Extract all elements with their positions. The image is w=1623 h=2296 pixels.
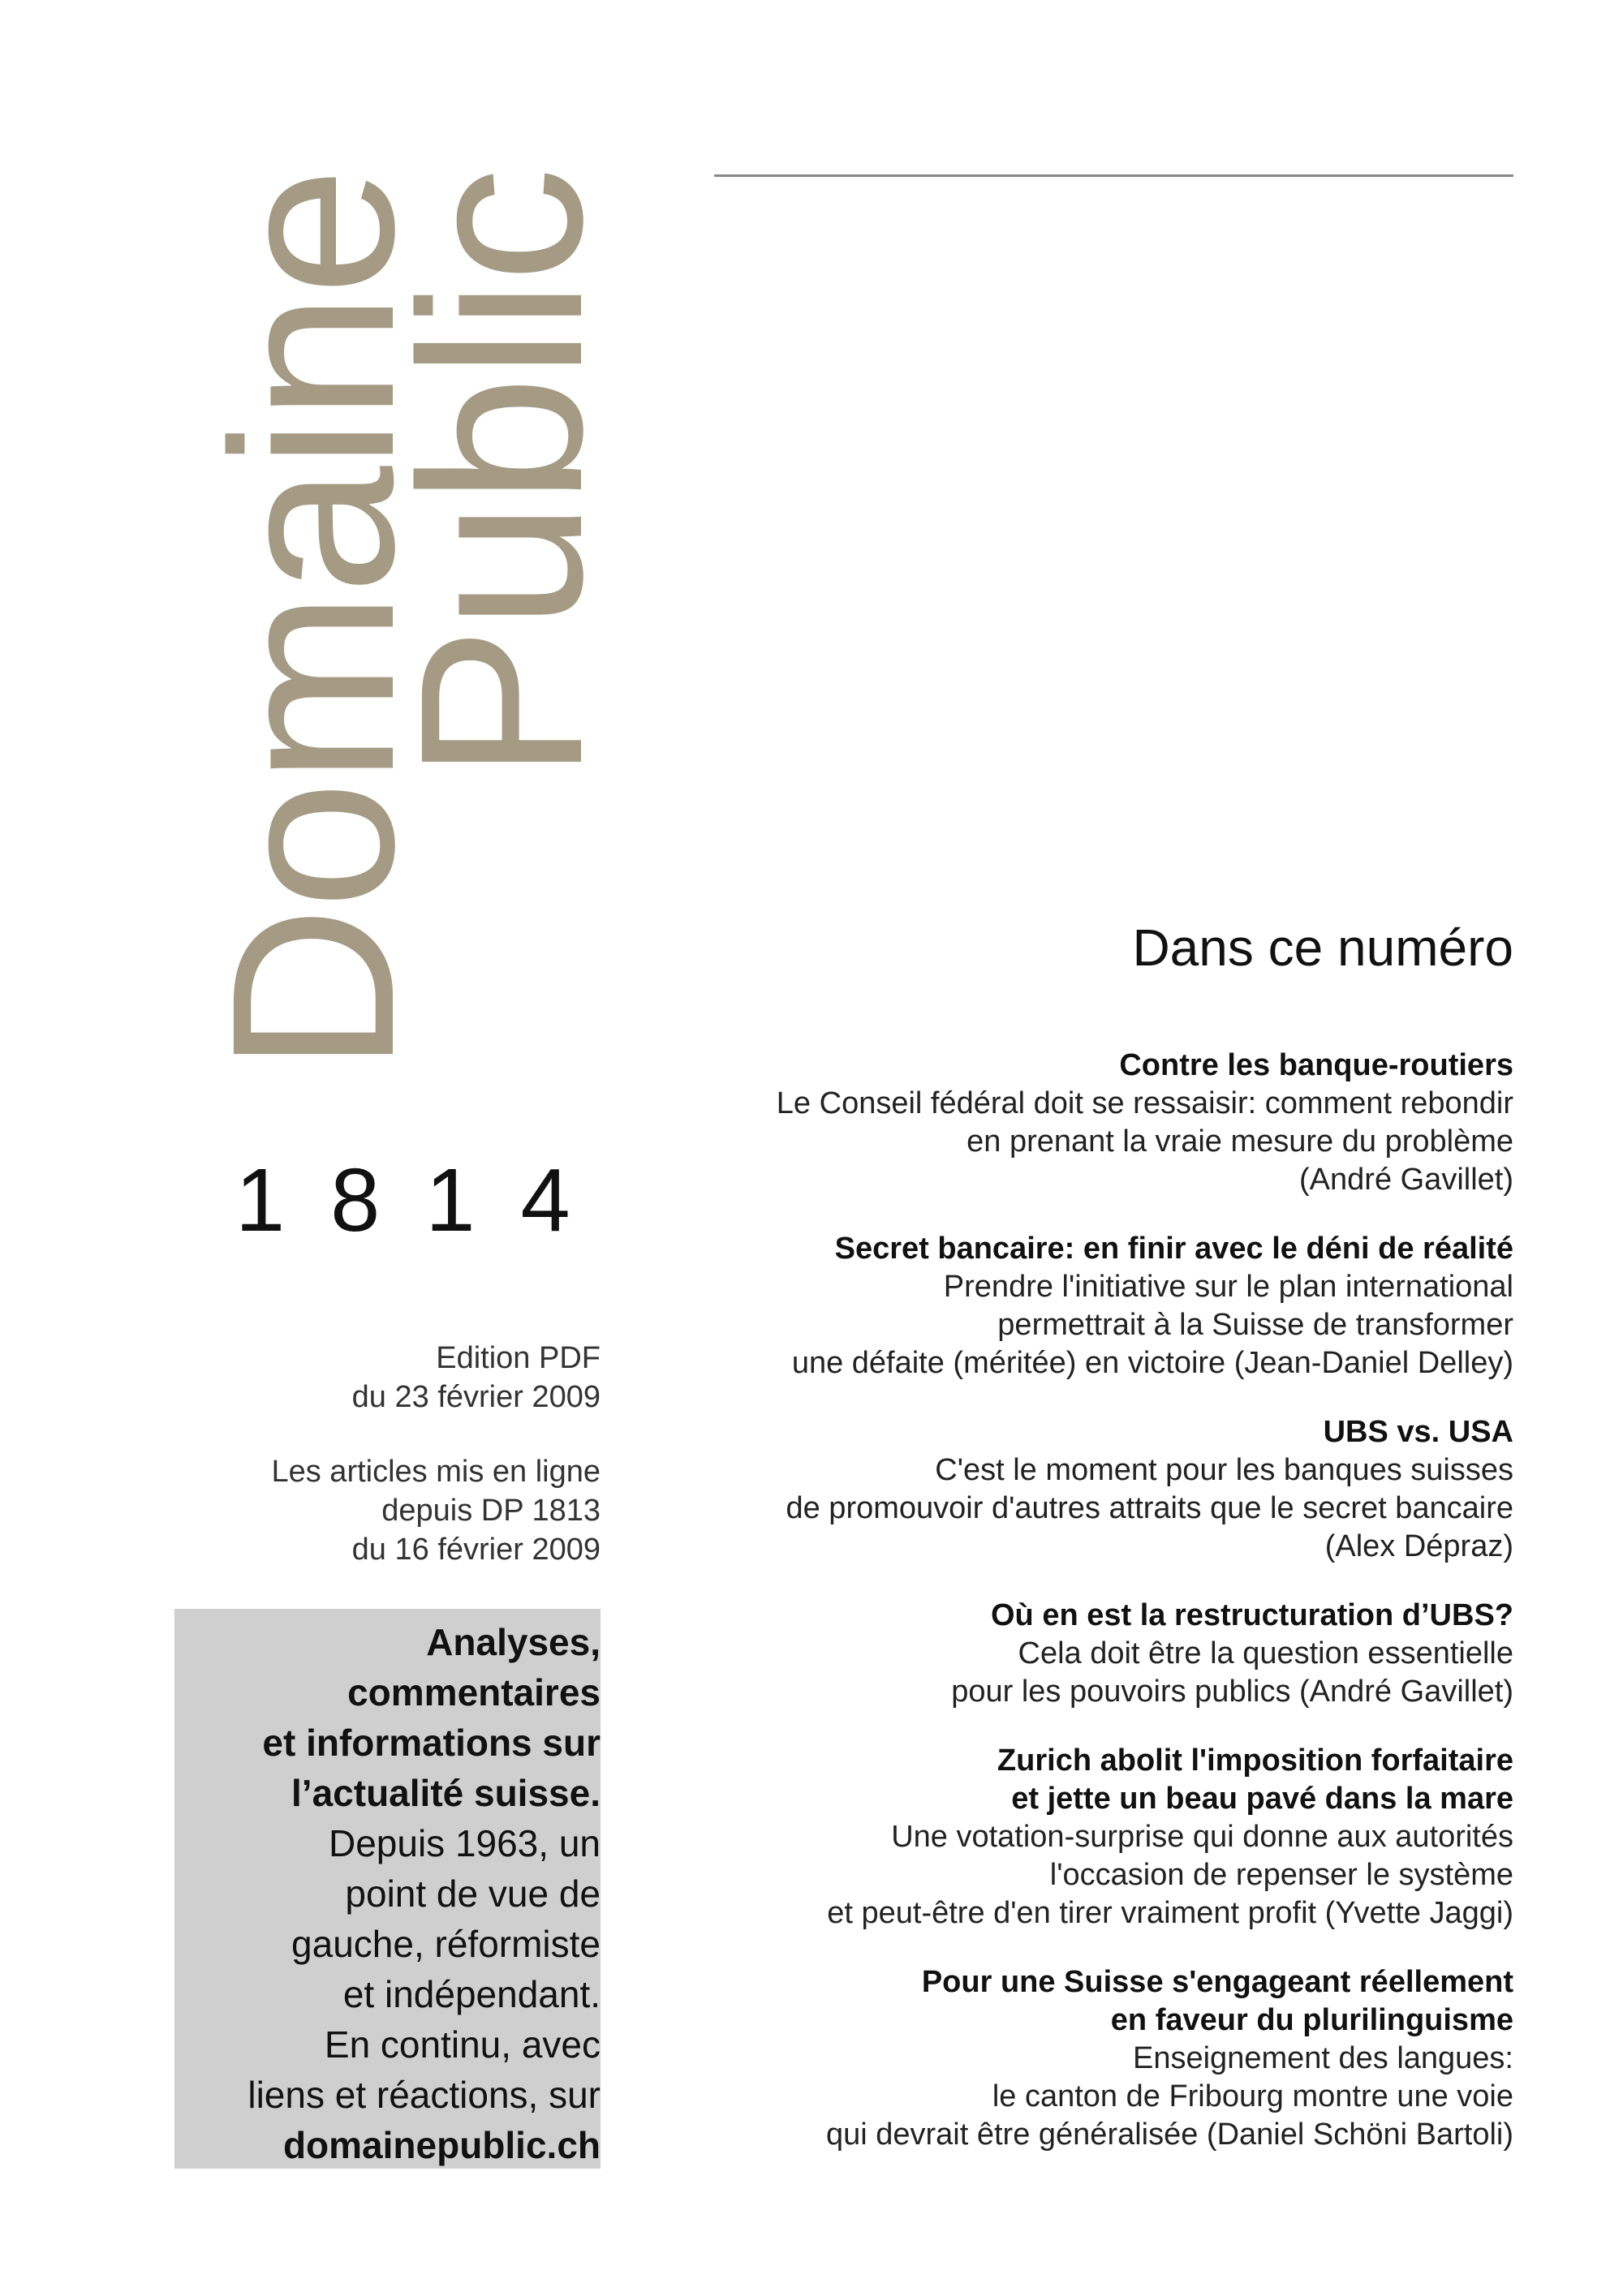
promo-tagline — [174, 1617, 601, 1818]
article-title-line: en faveur du plurilinguisme — [1110, 2003, 1513, 2037]
contents-list — [698, 1047, 1513, 2185]
article-summary-line: Le Conseil fédéral doit se ressaisir: comment rebondir — [776, 1086, 1513, 1120]
article-summary-line: permettrait à la Suisse de transformer — [997, 1308, 1513, 1342]
article-summary-line: qui devrait être généralisée (Daniel Schöni Bartoli) — [825, 2118, 1513, 2152]
article-entry[interactable] — [698, 1413, 1513, 1566]
article-summary-line: (Alex Dépraz) — [1324, 1529, 1513, 1563]
edition-info — [162, 1339, 601, 1417]
promo-desc-line: Depuis 1963, un — [328, 1822, 601, 1864]
article-entry[interactable] — [698, 1597, 1513, 1711]
article-title — [698, 1742, 1513, 1818]
article-summary-line: Enseignement des langues: — [1133, 2041, 1513, 2075]
article-summary — [698, 1818, 1513, 1933]
article-summary-line: Une votation-surprise qui donne aux autorités — [891, 1820, 1513, 1854]
promo-tagline-line: l’actualité suisse. — [291, 1772, 601, 1814]
promo-desc-line: point de vue de — [345, 1872, 601, 1915]
article-title-line: Pour une Suisse s'engageant réellement — [921, 1965, 1513, 1999]
top-divider — [714, 174, 1513, 177]
article-title — [698, 1413, 1513, 1451]
article-title-line: Zurich abolit l'imposition forfaitaire — [997, 1743, 1513, 1778]
article-summary — [698, 1085, 1513, 1199]
article-title-line: Contre les banque-routiers — [1119, 1048, 1513, 1082]
contents-heading: Dans ce numéro — [1132, 918, 1513, 977]
article-entry[interactable] — [698, 1963, 1513, 2154]
promo-desc-line: liens et réactions, sur — [248, 2074, 601, 2116]
article-title-line: Secret bancaire: en finir avec le déni de réalité — [834, 1232, 1513, 1266]
masthead-line-domaine: Domaine — [184, 170, 442, 1073]
masthead-line-public: Public — [372, 170, 631, 781]
promo-desc-line: et indépendant. — [342, 1973, 601, 2015]
article-title — [698, 1230, 1513, 1268]
promo-tagline-line: commentaires — [347, 1671, 601, 1713]
article-title-line: UBS vs. USA — [1323, 1415, 1513, 1449]
article-entry[interactable] — [698, 1047, 1513, 1199]
articles-info-date: du 16 février 2009 — [351, 1533, 601, 1567]
article-summary-line: et peut-être d'en tirer vraiment profit (Yvette Jaggi) — [827, 1896, 1513, 1930]
article-summary-line: une défaite (méritée) en victoire (Jean-Daniel Delley) — [791, 1346, 1513, 1380]
promo-tagline-line: Analyses, — [426, 1621, 601, 1663]
article-summary-line: de promouvoir d'autres attraits que le secret bancaire — [786, 1491, 1513, 1525]
promo-description — [174, 1818, 601, 2120]
article-summary — [698, 1451, 1513, 1566]
article-summary-line: en prenant la vraie mesure du problème — [966, 1124, 1513, 1159]
masthead-title — [184, 170, 641, 1120]
article-entry[interactable] — [698, 1742, 1513, 1933]
article-summary-line: l'occasion de repenser le système — [1049, 1858, 1513, 1892]
article-entry[interactable] — [698, 1230, 1513, 1382]
articles-info-since: depuis DP 1813 — [381, 1494, 601, 1528]
promo-desc-line: gauche, réformiste — [291, 1923, 601, 1965]
article-title — [698, 1047, 1513, 1085]
article-summary — [698, 1268, 1513, 1382]
edition-label: Edition PDF — [436, 1341, 601, 1375]
website-link[interactable]: domainepublic.ch — [282, 2124, 601, 2166]
article-title-line: Où en est la restructuration d’UBS? — [991, 1598, 1513, 1632]
article-summary-line: le canton de Fribourg montre une voie — [992, 2079, 1513, 2113]
issue-number: 1814 — [235, 1150, 616, 1250]
article-title-line: et jette un beau pavé dans la mare — [1011, 1782, 1513, 1816]
articles-info-line: Les articles mis en ligne — [271, 1455, 601, 1489]
article-summary-line: (André Gavillet) — [1299, 1163, 1513, 1197]
article-summary-line: Prendre l'initiative sur le plan international — [943, 1270, 1513, 1304]
promo-tagline-line: et informations sur — [262, 1722, 601, 1764]
article-title — [698, 1963, 1513, 2040]
edition-date: du 23 février 2009 — [351, 1380, 601, 1414]
article-summary — [698, 1635, 1513, 1711]
article-summary-line: pour les pouvoirs publics (André Gavillet) — [951, 1675, 1513, 1709]
articles-info — [162, 1452, 601, 1569]
article-title — [698, 1597, 1513, 1635]
article-summary-line: Cela doit être la question essentielle — [1018, 1636, 1513, 1670]
article-summary-line: C'est le moment pour les banques suisses — [935, 1453, 1513, 1487]
promo-box — [174, 1609, 601, 2169]
article-summary — [698, 2040, 1513, 2154]
promo-desc-line: En continu, avec — [324, 2023, 601, 2066]
